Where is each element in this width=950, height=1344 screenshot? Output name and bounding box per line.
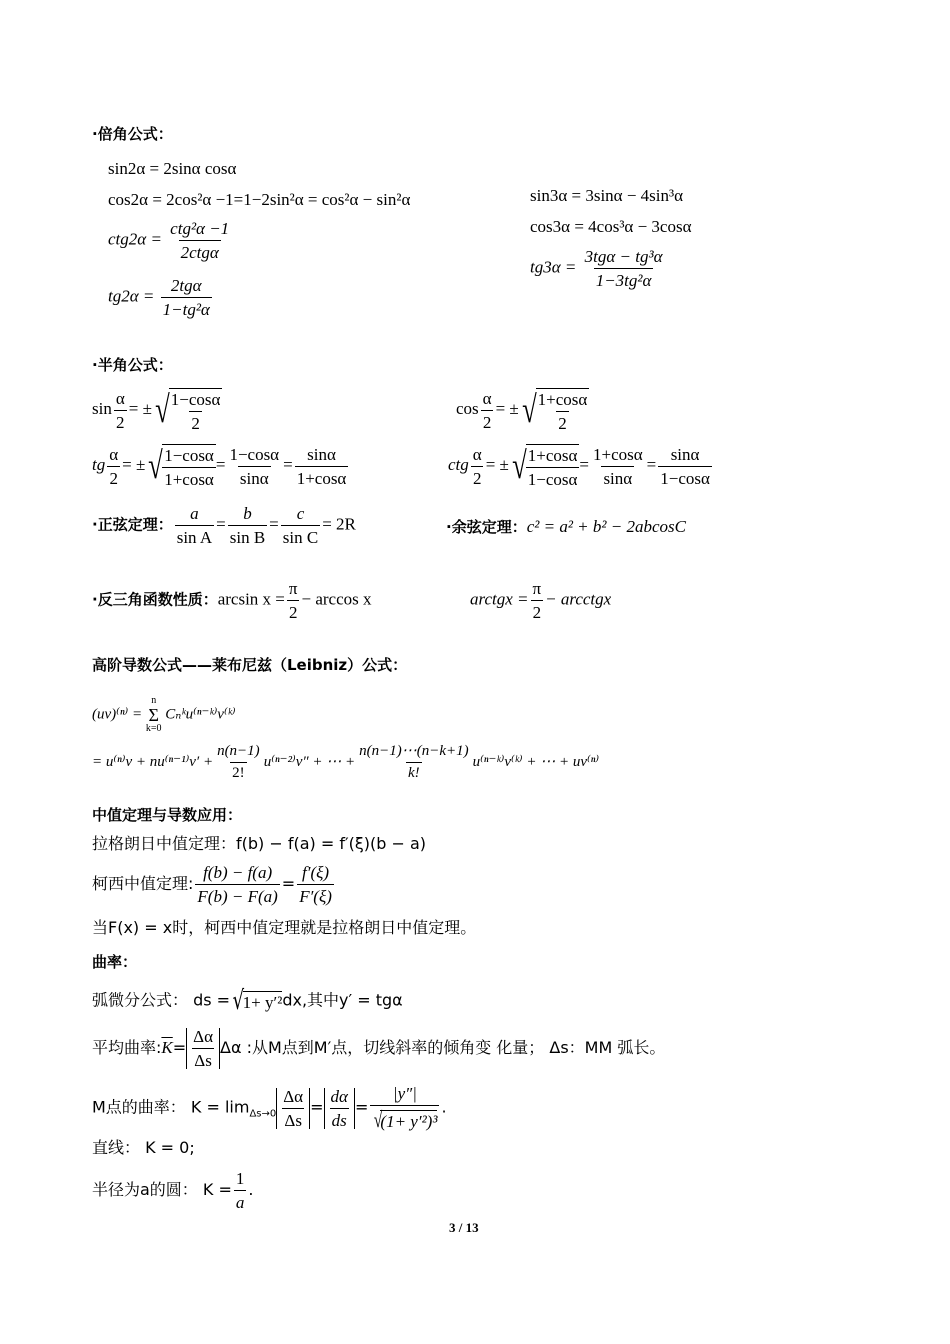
section-heading-cosine-law: ·余弦定理： [446,518,527,536]
sum-lower-limit: k=0 [145,723,162,734]
sqrt-sign-icon: √ [155,389,170,431]
section-heading-sine-law: ·正弦定理： [92,515,173,534]
tg3a-numerator: 3tgα − tg³α [584,247,663,266]
sin-b: sin B [228,525,267,546]
sum-sign-icon: Σ [148,705,159,725]
equals-text: = [283,454,293,474]
circle-num: 1 [235,1169,245,1188]
arc-lhs: 弧微分公式： ds = [92,990,231,1010]
two-text: 2 [556,411,569,432]
d-s: ds [330,1108,349,1129]
cauchy-num-2: f′(ξ) [302,863,330,882]
arc-differential [92,988,403,1014]
tg3a-denominator: 1−3tg²α [594,268,654,289]
formula-cos2a: cos2α = 2cos²α −1=1−2sin²α = cos²α − sin²α [108,190,411,209]
side-b: b [243,504,252,523]
sqrt-sign-icon: √ [232,986,245,1016]
pi-text: π [288,579,298,598]
side-a: a [190,504,199,523]
section-heading-curvature: 曲率： [92,953,138,971]
sin-alpha-text: sinα [601,466,634,487]
y-second-derivative: |y″| [392,1084,417,1103]
one-plus-cos-text: 1+cosα [537,390,588,409]
formula-sin2a: sin2α = 2sinα cosα [108,159,237,178]
leibniz-frac2-den: k! [406,762,422,781]
formula-sine-law: ·正弦定理： $\frac{a}{\text{sin A}}$ = $\frac{b}{\text{sin B}}$ = $\frac{c}{\text{sin C}}$ = 2R [92,504,356,547]
avg-num: Δα [193,1027,213,1046]
plus-minus-text: = ± [495,398,519,418]
curvature-root-den: (1+ y′²)³ [380,1112,438,1131]
sin-alpha-text: sinα [670,444,700,464]
two-text: 2 [114,410,127,431]
formula-half-cos [456,388,589,432]
sin-c: sin C [281,525,320,546]
one-plus-cos-text: 1+cosα [162,467,216,488]
leibniz-term: Cₙᵏu⁽ⁿ⁻ᵏ⁾v⁽ᵏ⁾ [165,706,236,723]
ctg2a-lhs: ctg2α = [108,229,162,249]
avg-den: Δs [192,1048,214,1069]
sin-a: sin A [175,525,214,546]
formula-ctg2a [108,220,233,261]
sin-alpha-text: sinα [238,466,271,487]
formula-cosine-law [446,518,686,535]
formula-half-tg [92,444,350,488]
leibniz-frac1-den: 2! [230,762,247,781]
leibniz-lhs: (uv)⁽ⁿ⁾ = [92,706,143,723]
two-text: 2 [189,411,202,432]
two-text: 2 [531,600,544,621]
side-c: c [296,504,305,523]
one-minus-cos-text: 1−cosα [170,390,221,409]
page-number: 3 / 13 [449,1220,479,1235]
circle-lhs: 半径为a的圆： K = [92,1180,232,1199]
section-heading-double-angle: ·倍角公式： [92,125,173,143]
section-heading-inverse-trig: ·反三角函数性质： [92,590,218,609]
formula-half-sin [92,388,222,432]
arcsin-lhs: arcsin x = [217,589,285,609]
alpha-text: α [472,444,482,464]
limit-subscript: Δs→0 [249,1108,277,1120]
leibniz-line-1 [92,696,236,734]
two-text: 2 [287,600,300,621]
formula-half-ctg [448,444,714,488]
avg-num: Δα [283,1086,304,1106]
ctg2a-denominator: 2ctgα [179,240,221,261]
sine-law-tail: = 2R [322,514,356,534]
two-text: 2 [471,466,484,487]
sin-alpha-text: sinα [307,444,336,464]
tg2a-denominator: 1−tg²α [161,297,212,318]
formula-inverse-trig [92,580,372,621]
half-cos-label: cos [456,398,479,418]
formula-cos3a: cos3α = 4cos³α − 3cosα [530,217,692,236]
one-minus-cos-text: 1−cosα [229,444,280,464]
alpha-text: α [482,388,492,408]
pi-text: π [532,579,542,598]
sqrt-sign-icon: √ [148,445,164,487]
section-heading-half-angle: ·半角公式： [92,356,173,374]
half-sin-label: sin [92,398,112,418]
ctg2a-numerator: ctg²α −1 [170,219,230,238]
formula-tg2a [108,277,214,318]
leibniz-frac1-num: n(n−1) [217,743,260,759]
tg3a-lhs: tg3α = [530,257,577,277]
circle-curvature [92,1170,253,1211]
cosine-law-formula: c² = a² + b² − 2abcosC [526,517,686,536]
arc-tail: dx,其中y′ = tgα [282,990,403,1010]
tg2a-numerator: 2tgα [170,276,202,295]
one-plus-cos-text: 1+cosα [295,466,349,487]
alpha-text: α [115,388,125,408]
avg-curvature-label: 平均曲率: [92,1038,162,1057]
arctg-rhs: − arcctgx [545,589,612,609]
sqrt-sign-icon: √ [374,1107,383,1132]
two-text: 2 [481,410,494,431]
leibniz-expansion-a: = u⁽ⁿ⁾v + nu⁽ⁿ⁻¹⁾v′ + [92,753,214,770]
leibniz-line-2 [92,744,599,781]
arctg-lhs: arctgx = [470,589,529,609]
period-text: . [248,1180,254,1199]
sqrt-sign-icon: √ [521,389,537,431]
equals-text: = [172,1038,187,1057]
equals-text: = [579,454,589,474]
lagrange-theorem: 拉格朗日中值定理：f(b) − f(a) = f′(ξ)(b − a) [92,834,427,853]
sqrt-sign-icon: √ [512,445,527,487]
section-heading-leibniz: 高阶导数公式——莱布尼兹（Leibniz）公式： [92,656,408,674]
average-curvature [92,1028,665,1069]
point-curvature-lhs: M点的曲率： K = lim [92,1097,250,1117]
equals-text: = [646,454,657,474]
one-plus-cos-text: 1+cosα [527,446,578,465]
formula-tg3a [530,248,667,289]
cauchy-den-2: F′(ξ) [297,884,334,905]
avg-den: Δs [282,1108,304,1129]
one-minus-cos-text: 1−cosα [164,446,214,465]
section-heading-mean-value: 中值定理与导数应用： [92,806,243,824]
leibniz-expansion-b: u⁽ⁿ⁻²⁾v″ + ⋯ + [263,753,356,770]
formula-arctg [470,580,611,621]
d-alpha: dα [330,1086,348,1106]
leibniz-expansion-c: u⁽ⁿ⁻ᵏ⁾v⁽ᵏ⁾ + ⋯ + uv⁽ⁿ⁾ [472,753,600,770]
equals-text: = [215,454,226,474]
plus-minus-text: = ± [485,454,509,474]
half-tg-label: tg [92,454,106,474]
point-curvature: M点的曲率： $K = \lim_{\Delta s\to 0}$ $\frac{\Delta\alpha}{\Delta s}$ = $\frac{d\alpha}{ds}$ = |y″| √ (1+ y′²)³ . [92,1084,447,1132]
cauchy-label: 柯西中值定理: [92,874,194,893]
cauchy-note: 当F(x) = x时，柯西中值定理就是拉格朗日中值定理。 [92,918,477,937]
one-minus-cos-text: 1−cosα [526,467,580,488]
plus-minus-text: = ± [122,454,146,474]
avg-curvature-k: $\overline{K}$ [161,1038,173,1057]
cauchy-den-1: F(b) − F(a) [195,884,279,905]
sum-upper-limit: n [151,695,157,706]
alpha-text: α [109,444,119,464]
one-plus-cos-text: 1+cosα [592,444,643,464]
half-ctg-label: ctg [448,454,469,474]
leibniz-frac2-num: n(n−1)⋯(n−k+1) [359,743,469,759]
formula-sin3a: sin3α = 3sinα − 4sin³α [530,186,684,205]
tg2a-lhs: tg2α = [108,286,155,306]
one-minus-cos-text: 1−cosα [658,466,712,487]
cauchy-theorem: 柯西中值定理: $\frac{f(b) - f(a)}{F(b) - F(a)}$ = $\frac{f'(\xi)}{F'(\xi)}$ [92,863,332,906]
line-curvature: 直线： K = 0; [92,1138,195,1157]
cauchy-num-1: f(b) − f(a) [203,863,273,882]
two-text: 2 [107,466,120,487]
circle-den: a [234,1190,247,1211]
period-text: . [441,1097,447,1117]
arcsin-rhs: − arccos x [301,589,372,609]
avg-tail: Δα :从M点到M′点，切线斜率的倾角变 化量； Δs：MM 弧长。 [220,1038,666,1057]
arc-root: 1+ y′² [242,993,283,1012]
plus-minus-text: = ± [128,398,152,418]
